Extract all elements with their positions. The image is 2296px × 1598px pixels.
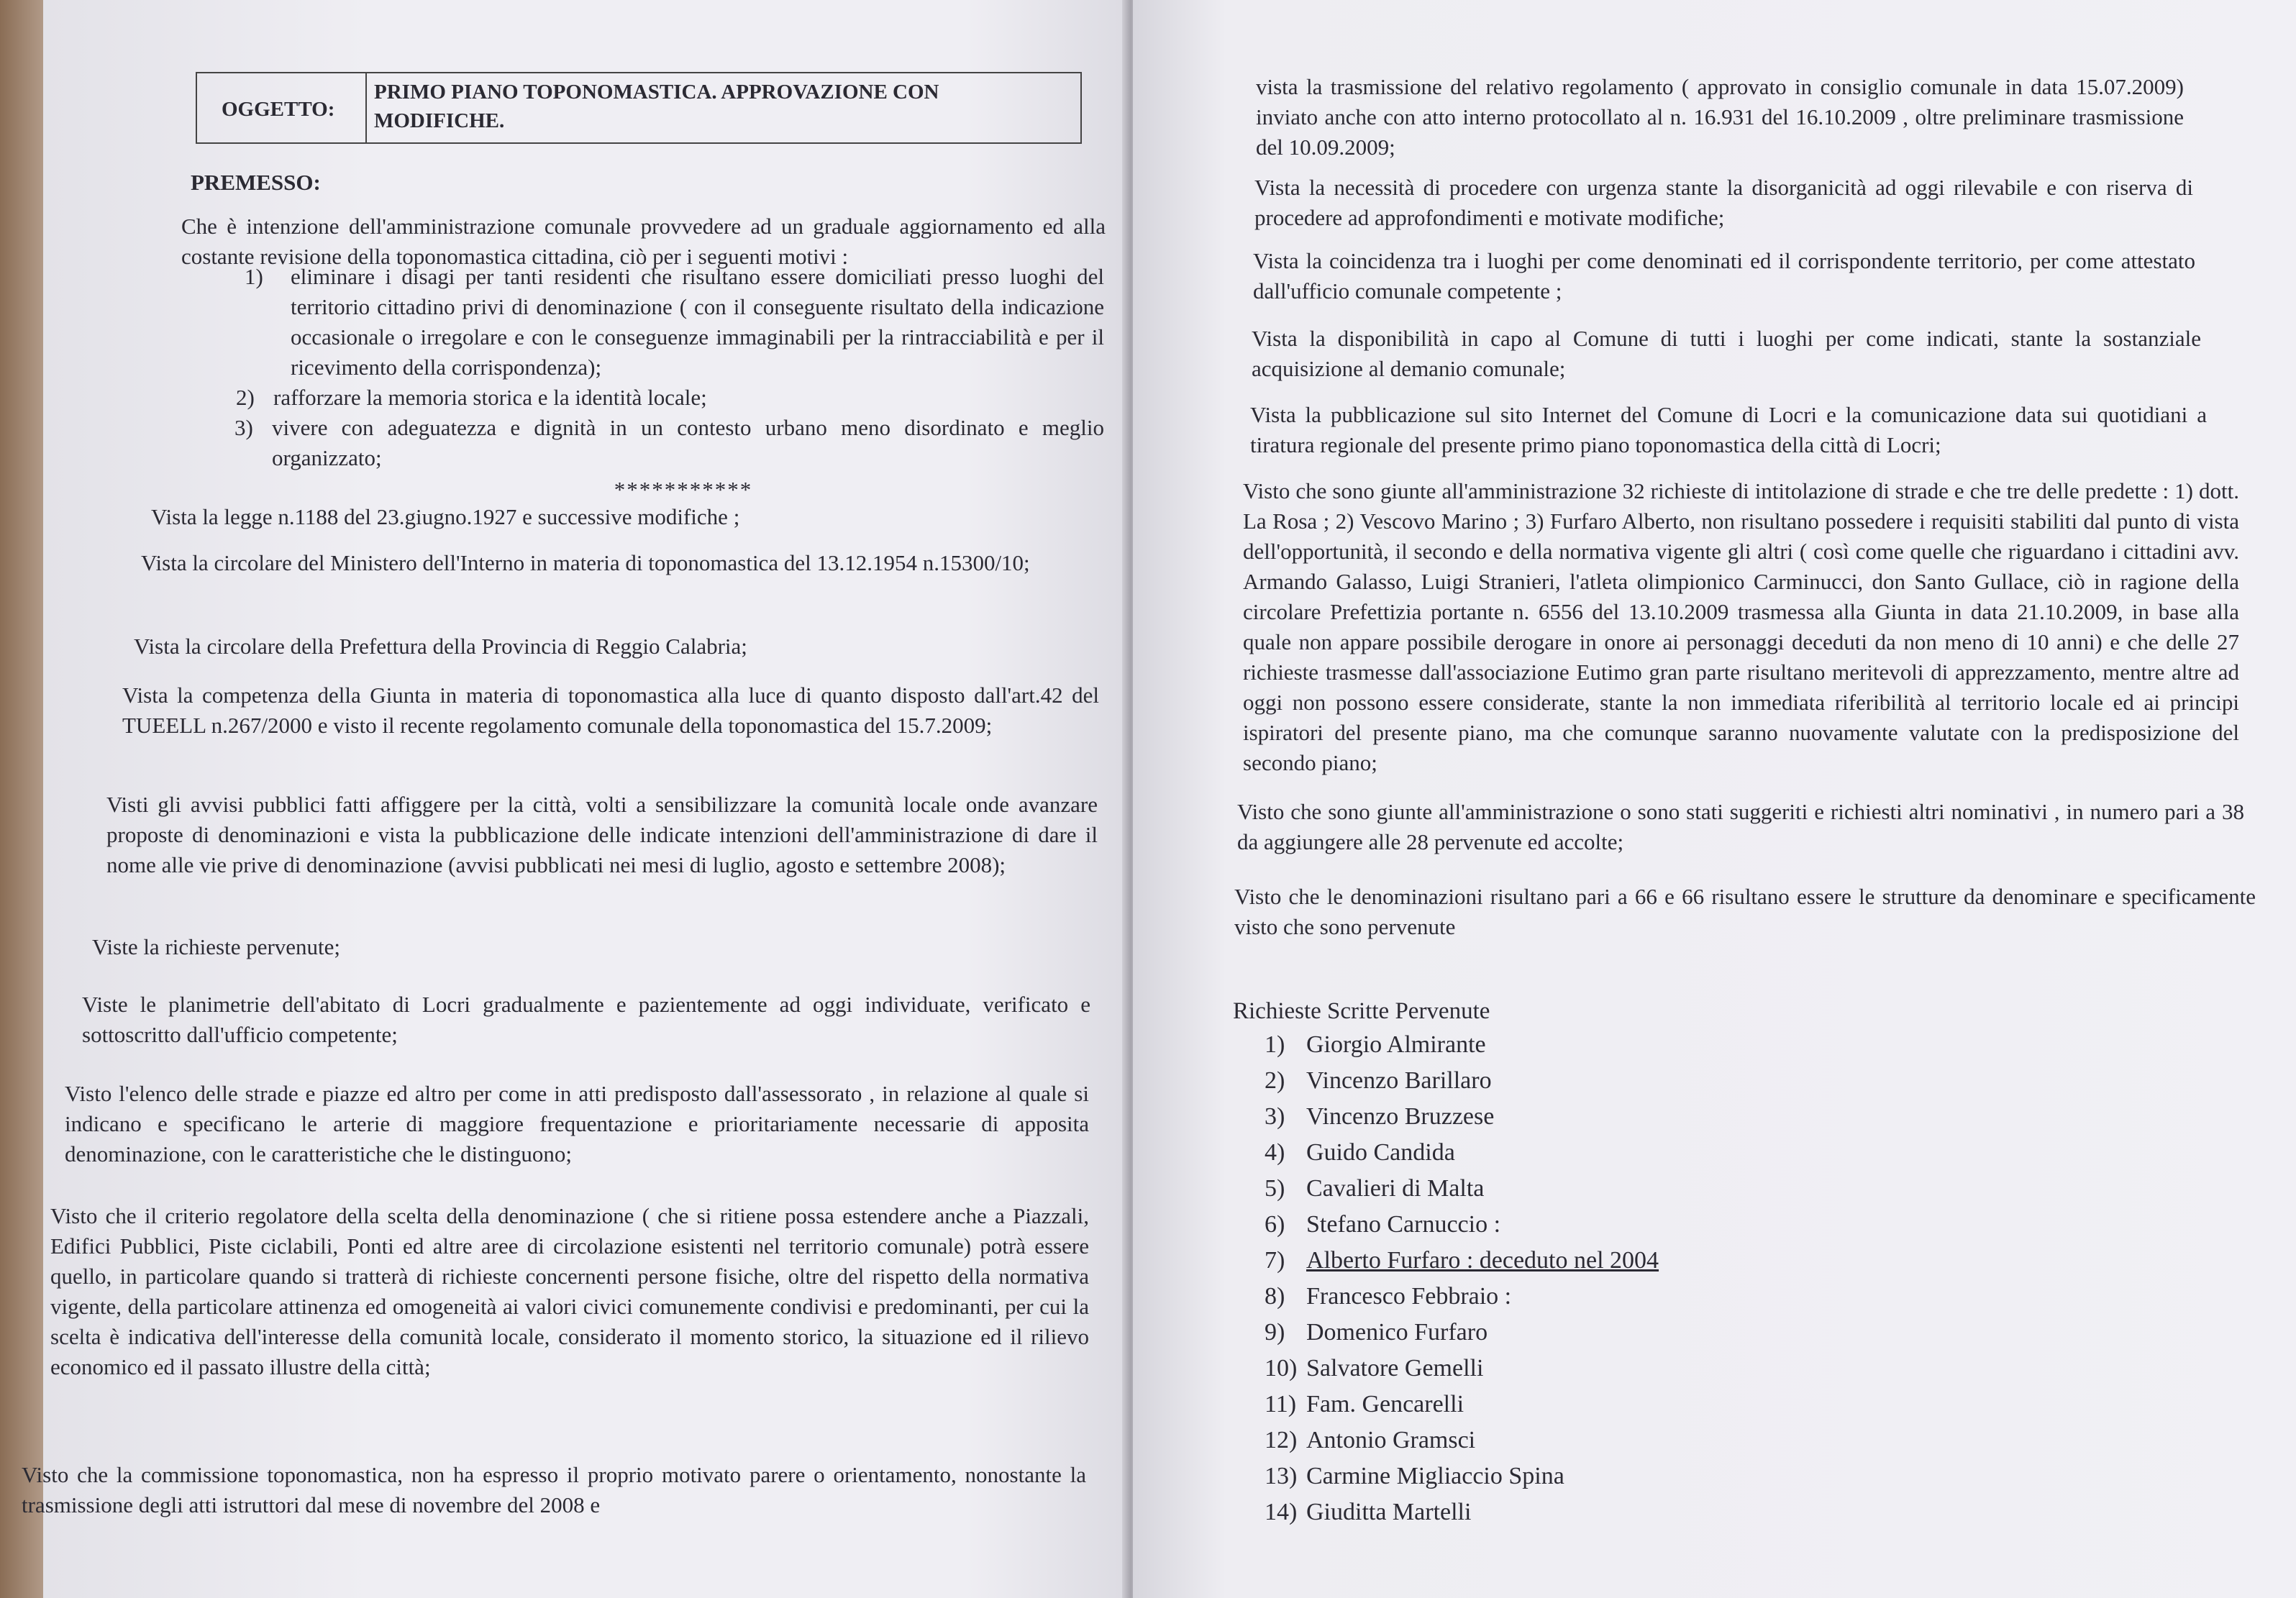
request-item [1265, 1171, 1659, 1207]
subject-box [196, 72, 1082, 144]
paragraph-pubblicazione-internet: Vista la pubblicazione sul sito Internet del Comune di Locri e la comunicazione data sui quotidiani a tiratura regionale del presente primo piano toponomastica della città di Locri; [1250, 402, 2207, 457]
paragraph-criterio-regolatore: Visto che il criterio regolatore della scelta della denominazione ( che si ritiene possa estendere anche a Piazzali, Edifici Pubblici, Piste ciclabili, Ponti ed altre aree di circolazione esistenti nel territorio comunale) potrà essere quello, in particolare quando si tratterà di richieste concernenti persone fisiche, oltre del rispetto della normativa vigente, della particolare attinenza ed omogeneità ai valori civici comunemente condivisi e predominanti, per cui la scelta è indicativa dell'interesse della comunità locale, considerato il momento storico, la situazione ed il rilievo economico ed il passato illustre della città; [50, 1203, 1089, 1379]
paragraph-66-denominazioni: Visto che le denominazioni risultano pari a 66 e 66 risultano essere le strutture da denominare e specificamente visto che sono pervenute [1234, 884, 2256, 939]
request-name: Antonio Gramsci [1306, 1427, 1476, 1453]
premesso-heading: PREMESSO: [191, 170, 321, 195]
request-item [1265, 1099, 1659, 1135]
paragraph-circolare-prefettura: Vista la circolare della Prefettura della Provincia di Reggio Calabria; [134, 634, 747, 659]
motivo-num: 3) [234, 415, 253, 440]
request-name: Cavalieri di Malta [1306, 1175, 1485, 1202]
request-name: Domenico Furfaro [1306, 1319, 1488, 1346]
paragraph-necessita-urgenza: Vista la necessità di procedere con urgenza stante la disorganicità ad oggi rilevabile e con riserva di procedere ad approfondimenti e motivate modifiche; [1254, 175, 2193, 230]
request-item [1265, 1351, 1659, 1387]
motivo-text: eliminare i disagi per tanti residenti che risultano essere domiciliati presso luoghi del territorio cittadino privi di denominazione ( con il conseguente risultato della indicazione occasionale o irregolare e con le conseguenze immaginabili per la rintracciabilità e per il ricevimento della corrispondenza); [291, 264, 1104, 380]
request-item [1265, 1423, 1659, 1458]
request-name: Salvatore Gemelli [1306, 1355, 1484, 1382]
request-num: 3) [1265, 1103, 1285, 1130]
motivo-item [234, 413, 1104, 473]
paragraph-commissione: Visto che la commissione toponomastica, non ha espresso il proprio motivato parere o orientamento, nonostante la trasmissione degli atti istruttori dal mese di novembre del 2008 e [22, 1462, 1086, 1517]
request-num: 9) [1265, 1319, 1285, 1346]
motivo-num: 2) [236, 385, 255, 410]
paragraph-competenza-giunta: Vista la competenza della Giunta in materia di toponomastica alla luce di quanto disposto dall'art.42 del TUEELL n.267/2000 e visto il recente regolamento comunale della toponomastica del 15.7.2009; [122, 682, 1099, 738]
paragraph-richieste-pervenute: Viste la richieste pervenute; [92, 934, 341, 959]
request-num: 12) [1265, 1427, 1298, 1453]
request-num: 13) [1265, 1463, 1298, 1489]
paragraph-elenco-strade: Visto l'elenco delle strade e piazze ed altro per come in atti predisposto dall'assessorato , in relazione al quale si indicano e specificano le arterie di maggiore frequentazione e prioritariamente necessarie di apposita denominazione, con le caratteristiche che le distinguono; [65, 1081, 1089, 1166]
request-num: 14) [1265, 1499, 1298, 1525]
paragraph-coincidenza-luoghi: Vista la coincidenza tra i luoghi per come denominati ed il corrispondente territorio, per come attestato dall'ufficio comunale competente ; [1253, 248, 2195, 303]
request-name: Vincenzo Barillaro [1306, 1067, 1492, 1094]
paragraph-legge: Vista la legge n.1188 del 23.giugno.1927 e successive modifiche ; [151, 504, 740, 529]
subject-label: OGGETTO: [197, 73, 367, 142]
request-num: 10) [1265, 1355, 1298, 1382]
request-num: 2) [1265, 1067, 1285, 1094]
request-item [1265, 1207, 1659, 1243]
request-num: 6) [1265, 1211, 1285, 1238]
request-num: 5) [1265, 1175, 1285, 1202]
paragraph-trasmissione-regolamento: vista la trasmissione del relativo regolamento ( approvato in consiglio comunale in data 15.07.2009) inviato anche con atto interno protocollato al n. 16.931 del 16.10.2009 , oltre preliminare trasmissione del 10.09.2009; [1256, 74, 2184, 160]
request-name: Vincenzo Bruzzese [1306, 1103, 1495, 1130]
subject-value: PRIMO PIANO TOPONOMASTICA. APPROVAZIONE CON MODIFICHE. [374, 81, 939, 132]
requests-title: Richieste Scritte Pervenute [1233, 998, 1490, 1024]
request-num: 7) [1265, 1247, 1285, 1274]
motivo-text: rafforzare la memoria storica e la identità locale; [273, 385, 707, 410]
request-name: Guido Candida [1306, 1139, 1455, 1166]
motivo-item [245, 262, 1104, 383]
desk-edge [0, 0, 43, 1598]
request-name: Fam. Gencarelli [1306, 1391, 1464, 1417]
request-item [1265, 1279, 1659, 1315]
request-item [1265, 1315, 1659, 1351]
request-item [1265, 1458, 1659, 1494]
request-item [1265, 1387, 1659, 1423]
request-num: 1) [1265, 1031, 1285, 1058]
intro-paragraph: Che è intenzione dell'amministrazione comunale provvedere ad un graduale aggiornamento ed alla costante revisione della toponomastica cittadina, ciò per i seguenti motivi : [181, 214, 1106, 269]
request-item [1265, 1027, 1659, 1063]
motivo-item [236, 383, 1104, 413]
paragraph-38-nominativi: Visto che sono giunte all'amministrazione o sono stati suggeriti e richiesti altri nominativi , in numero pari a 38 da aggiungere alle 28 pervenute ed accolte; [1237, 799, 2244, 854]
request-name-underlined: Alberto Furfaro : deceduto nel 2004 [1306, 1247, 1659, 1274]
request-num: 11) [1265, 1391, 1297, 1417]
request-name: Francesco Febbraio : [1306, 1283, 1512, 1310]
request-item [1265, 1494, 1659, 1530]
request-name: Stefano Carnuccio : [1306, 1211, 1501, 1238]
separator-stars: *********** [614, 477, 753, 502]
request-item [1265, 1063, 1659, 1099]
request-name: Carmine Migliaccio Spina [1306, 1463, 1564, 1489]
request-item [1265, 1243, 1659, 1279]
requests-list [1265, 1027, 1659, 1530]
request-item [1265, 1135, 1659, 1171]
motivi-list [234, 262, 1104, 473]
motivo-num: 1) [245, 264, 263, 289]
paragraph-32-richieste: Visto che sono giunte all'amministrazione 32 richieste di intitolazione di strade e che tre delle predette : 1) dott. La Rosa ; 2) Vescovo Marino ; 3) Furfaro Alberto, non risultano possedere i requisiti stabiliti dal punto di vista dell'opportunità, il secondo e della normativa vigente gli altri ( così come quelle che riguardano i cittadini avv. Armando Galasso, Luigi Stranieri, l'atleta olimpionico Carminucci, don Santo Gullace, ciò in ragione della circolare Prefettizia portante n. 6556 del 13.10.2009 trasmessa alla Giunta in data 21.10.2009, in base alla quale non appare possibile derogare in onore ai personaggi deceduti da non meno di 10 anni) e che delle 27 richieste trasmesse dall'associazione Eutimo gran parte risultano meritevoli di apprezzamento, mentre altre ad oggi non possono essere considerate, stante la non immediata riferibilità al territorio locale ed ai principi ispiratori del presente piano, ma che comunque saranno nuovamente valutate con la predisposizione del secondo piano; [1243, 478, 2239, 775]
request-num: 8) [1265, 1283, 1285, 1310]
request-num: 4) [1265, 1139, 1285, 1166]
request-name: Giorgio Almirante [1306, 1031, 1486, 1058]
paragraph-planimetrie: Viste le planimetrie dell'abitato di Locri gradualmente e pazientemente ad oggi individuate, verificato e sottoscritto dall'ufficio competente; [82, 992, 1090, 1047]
motivo-text: vivere con adeguatezza e dignità in un contesto urbano meno disordinato e meglio organizzato; [272, 415, 1104, 470]
paragraph-disponibilita-comune: Vista la disponibilità in capo al Comune di tutti i luoghi per come indicati, stante la sostanziale acquisizione al demanio comunale; [1252, 326, 2201, 381]
paragraph-circolare-ministero: Vista la circolare del Ministero dell'Interno in materia di toponomastica del 13.12.1954 n.15300/10; [141, 550, 1030, 575]
request-name: Giuditta Martelli [1306, 1499, 1472, 1525]
paragraph-avvisi-pubblici: Visti gli avvisi pubblici fatti affiggere per la città, volti a sensibilizzare la comunità locale onde avanzare proposte di denominazioni e vista la pubblicazione delle indicate intenzioni dell'amministrazione di dare il nome alle vie prive di denominazione (avvisi pubblicati nei mesi di luglio, agosto e settembre 2008); [106, 792, 1098, 877]
